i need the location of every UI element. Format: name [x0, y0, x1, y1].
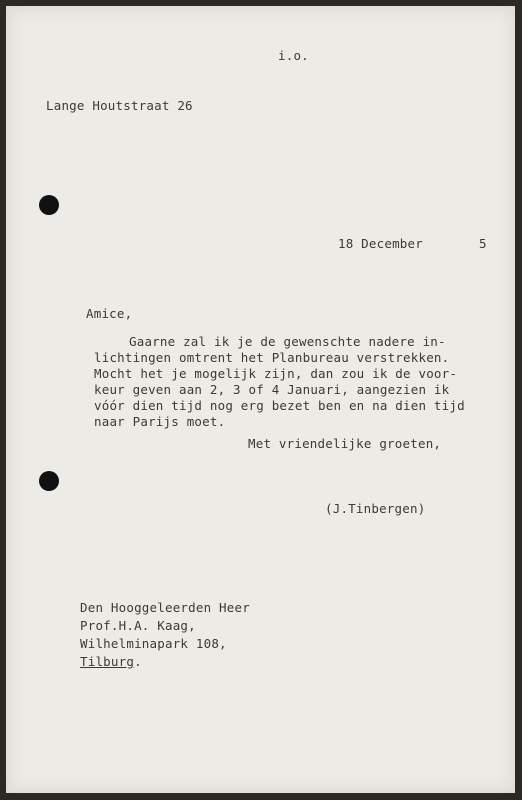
body-line: lichtingen omtrent het Planbureau verstrekken. [94, 350, 450, 365]
signature: (J.Tinbergen) [325, 501, 426, 516]
closing: Met vriendelijke groeten, [248, 436, 442, 451]
recipient-line-3: Wilhelminapark 108, [80, 636, 227, 651]
sender-address: Lange Houtstraat 26 [46, 98, 193, 113]
letter-body [94, 334, 465, 430]
copy-mark: i.o. [278, 48, 309, 63]
body-line: keur geven aan 2, 3 of 4 Januari, aangezien ik [94, 382, 450, 397]
recipient-city-line [80, 654, 142, 670]
body-line: Gaarne zal ik je de gewenschte nadere in- [129, 334, 446, 349]
recipient-line-2: Prof.H.A. Kaag, [80, 618, 196, 633]
body-line: vóór dien tijd nog erg bezet ben en na dien tijd [94, 398, 465, 413]
salutation: Amice, [86, 306, 133, 321]
punch-hole-top [39, 195, 59, 215]
recipient-city-suffix: . [134, 654, 142, 669]
body-line: naar Parijs moet. [94, 414, 226, 429]
body-line: Mocht het je mogelijk zijn, dan zou ik de voor- [94, 366, 458, 381]
letter-date: 18 December [338, 236, 423, 251]
punch-hole-bottom [39, 471, 59, 491]
letter-year-fragment: 5 [479, 236, 487, 251]
letter-page [6, 6, 515, 793]
recipient-city: Tilburg [80, 654, 135, 669]
recipient-line-1: Den Hooggeleerden Heer [80, 600, 250, 615]
